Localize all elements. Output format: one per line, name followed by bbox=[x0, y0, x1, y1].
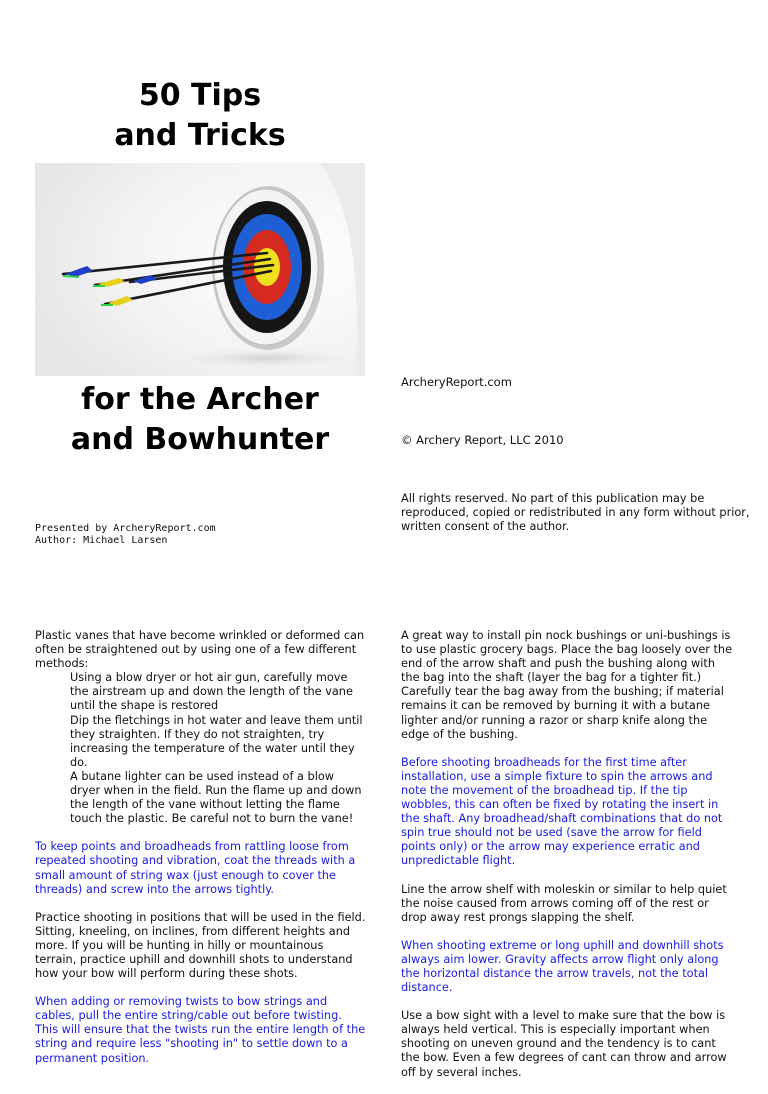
rights-line: reproduced, copied or redistributed in any form without prior, bbox=[401, 506, 750, 519]
tip-method: Dip the fletchings in hot water and leave them until they straighten. If they do not straighten, try increasing the temperature of the water until they do. bbox=[70, 713, 363, 769]
tip-text: To keep points and broadheads from rattling loose from repeated shooting and vibration, coat the threads with a small amount of string wax (just enough to cover the threads) and screw into the arrows tightly. bbox=[35, 840, 356, 896]
tip-text: When shooting extreme or long uphill and downhill shots always aim lower. Gravity affects arrow flight only along the horizontal distance the arrow travels, not the total distance. bbox=[401, 938, 724, 995]
author: Author: Michael Larsen bbox=[35, 535, 168, 546]
presented-by-block bbox=[35, 523, 216, 547]
cover-title bbox=[40, 76, 360, 156]
rights-line: written consent of the author. bbox=[401, 520, 570, 533]
tip-method: A butane lighter can be used instead of a blow dryer when in the field. Run the flame up and down the length of the vane without letting the flame touch the plastic. Be careful not to burn the vane! bbox=[70, 769, 362, 826]
tip-text: Plastic vanes that have become wrinkled or deformed can often be straightened out by using one of a few different methods: bbox=[35, 629, 365, 671]
copyright: © Archery Report, LLC 2010 bbox=[401, 433, 564, 447]
tip-text: Use a bow sight with a level to make sure that the bow is always held vertical. This is especially important when shooting on uneven ground and the tendency is to cant the bow. Even a few degrees of cant can throw and arrow off by several inches. bbox=[401, 1009, 727, 1079]
tip-text: When adding or removing twists to bow strings and cables, pull the entire string/cable out before twisting. This will ensure that the twists run the entire length of the string and require less "shooting in" to settle down to a permanent position. bbox=[35, 995, 366, 1065]
tip-method: Using a blow dryer or hot air gun, carefully move the airstream up and down the length of the vane until the shape is restored bbox=[70, 671, 353, 713]
rights-notice bbox=[401, 492, 750, 534]
cover-subtitle bbox=[40, 380, 360, 460]
cover-title-line-2: and Tricks bbox=[114, 118, 286, 153]
rights-line: All rights reserved. No part of this publication may be bbox=[401, 492, 705, 505]
presented-by: Presented by ArcheryReport.com bbox=[35, 523, 216, 534]
tip-text: Practice shooting in positions that will be used in the field. Sitting, kneeling, on inclines, from different heights and more. If you will be hunting in hilly or mountainous terrain, practice uphill and downhill shots to understand how your bow will perform during these shots. bbox=[35, 910, 366, 981]
cover-title-line-1: 50 Tips bbox=[138, 78, 262, 113]
tip-text: Line the arrow shelf with moleskin or similar to help quiet the noise caused from arrows coming off of the rest or drop away rest prongs slapping the shelf. bbox=[401, 882, 727, 924]
tip-text: Before shooting broadheads for the first time after installation, use a simple fixture to spin the arrows and note the movement of the broadhead tip. If the tip wobbles, this can often be fixed by rotating the insert in the shaft. Any broadhead/shaft combinations that do not spin true should not be used (save the arrow for field points only) or the arrow may experience erratic and unpredictable flight. bbox=[401, 755, 723, 868]
archery-target-with-arrows-icon bbox=[35, 163, 365, 376]
left-column bbox=[35, 629, 367, 1080]
cover-subtitle-line-1: for the Archer bbox=[81, 382, 319, 417]
tip-text: A great way to install pin nock bushings or uni-bushings is to use plastic grocery bags. Place the bag loosely over the end of the arrow shaft and push the bushing along with the bag into the shaft (layer the bag for a tighter fit.) Carefully tear the bag away from the bushing; if material remains it can be removed by burning it with a butane lighter and/or running a razor or sharp knife along the edge of the bushing. bbox=[401, 629, 733, 741]
publisher-site: ArcheryReport.com bbox=[401, 375, 512, 389]
tip-methods bbox=[35, 671, 367, 826]
cover-subtitle-line-2: and Bowhunter bbox=[70, 422, 330, 457]
